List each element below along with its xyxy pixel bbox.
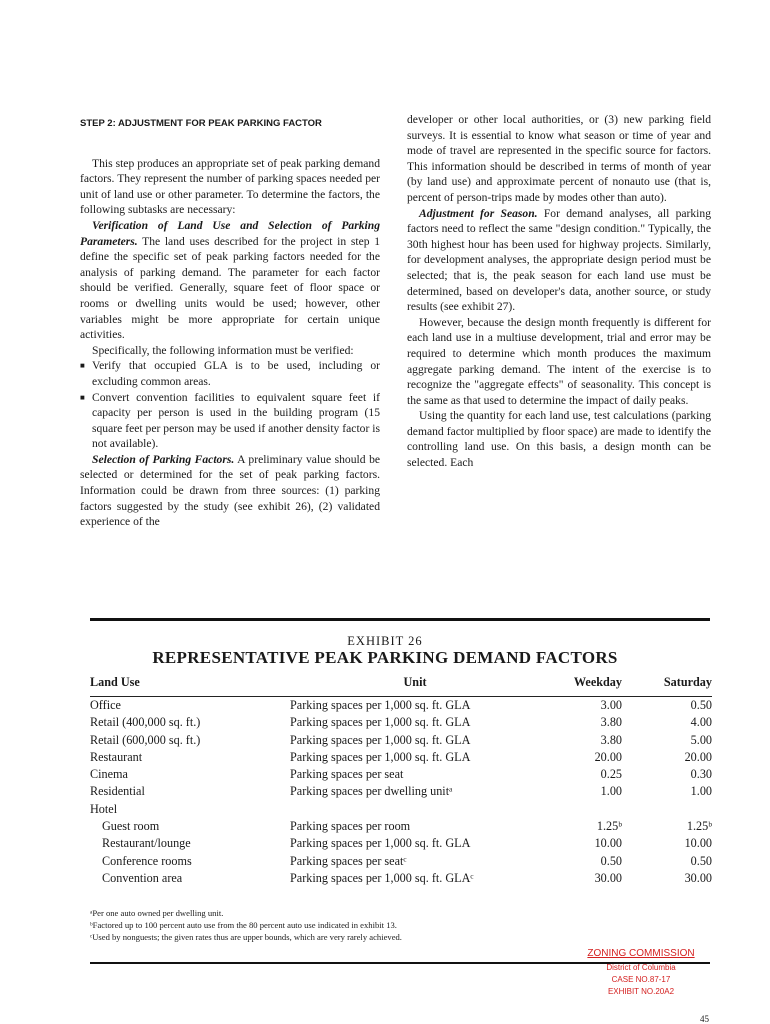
weekday-cell: 3.80 xyxy=(600,715,622,730)
footnote-a: ᵃPer one auto owned per dwelling unit. xyxy=(90,908,224,918)
unit-cell: Parking spaces per 1,000 sq. ft. GLA xyxy=(290,836,471,851)
table-row xyxy=(90,835,712,852)
footnote-c: ᶜUsed by nonguests; the given rates thus are upper bounds, which are very rarely achieved. xyxy=(90,932,402,942)
land-use-cell: Retail (600,000 sq. ft.) xyxy=(90,732,201,747)
table-row xyxy=(90,801,712,818)
table-row xyxy=(90,853,712,870)
land-use-cell: Restaurant/lounge xyxy=(102,836,191,851)
saturday-cell: 20.00 xyxy=(684,749,712,764)
parking-factors-table xyxy=(90,675,712,887)
land-use-cell: Conference rooms xyxy=(102,853,192,868)
header-saturday: Saturday xyxy=(622,675,712,697)
land-use-cell: Guest room xyxy=(102,819,160,834)
unit-cell: Parking spaces per dwelling unitᵃ xyxy=(290,784,453,799)
weekday-cell: 3.00 xyxy=(600,698,622,712)
left-column xyxy=(80,112,380,530)
weekday-cell xyxy=(540,801,622,818)
zoning-stamp-title: ZONING COMMISSION xyxy=(587,948,695,959)
table-header-row xyxy=(90,675,712,697)
paragraph: Specifically, the following information must be verified: xyxy=(92,343,354,357)
table-row xyxy=(90,714,712,731)
run-in-heading: Verification of Land Use and Selection of Parking Parameters. xyxy=(80,218,380,248)
table-row xyxy=(90,766,712,783)
unit-cell: Parking spaces per 1,000 sq. ft. GLA xyxy=(290,732,471,747)
unit-cell: Parking spaces per room xyxy=(290,819,411,834)
land-use-cell: Office xyxy=(90,698,121,712)
zoning-stamp-case: CASE NO.87-17 xyxy=(611,975,671,984)
table-row xyxy=(90,783,712,800)
paragraph xyxy=(407,206,711,315)
paragraph: This step produces an appropriate set of peak parking demand factors. They represent the number of parking spaces needed per unit of land use or other parameter. To determine the factors, the following subtasks are necessary: xyxy=(80,156,380,217)
saturday-cell: 10.00 xyxy=(684,836,712,851)
unit-cell xyxy=(290,801,540,818)
saturday-cell: 1.00 xyxy=(690,784,712,799)
paragraph xyxy=(80,218,380,343)
weekday-cell: 0.25 xyxy=(600,767,622,782)
header-unit: Unit xyxy=(290,675,540,697)
land-use-cell: Retail (400,000 sq. ft.) xyxy=(90,715,201,730)
paragraph: developer or other local authorities, or (3) new parking field surveys. It is essential to know what season or time of year and mode of travel are represented in the specific source for factors. This information should be described in terms of month of year (by land use) and approximate percent of nonauto use (that is, percent of person-trips made by modes other than auto). xyxy=(407,113,711,204)
bullet-item: ■ Convert convention facilities to equivalent square feet if capacity per person is used in the building program (15 square feet per person may be used if another density factor is not available). xyxy=(80,390,380,452)
exhibit-top-rule xyxy=(90,618,710,621)
right-column xyxy=(407,112,711,471)
saturday-cell: 4.00 xyxy=(690,715,712,730)
saturday-cell: 0.50 xyxy=(690,853,712,868)
step-heading: STEP 2: ADJUSTMENT FOR PEAK PARKING FACTOR xyxy=(80,118,322,129)
unit-cell: Parking spaces per seat xyxy=(290,767,404,782)
header-land-use: Land Use xyxy=(90,675,290,697)
weekday-cell: 0.50 xyxy=(600,853,622,868)
zoning-stamp-district: District of Columbia xyxy=(606,963,676,972)
weekday-cell: 1.25ᵇ xyxy=(596,819,622,834)
land-use-cell: Cinema xyxy=(90,767,128,782)
saturday-cell: 0.50 xyxy=(690,698,712,712)
saturday-cell: 0.30 xyxy=(690,767,712,782)
table-row xyxy=(90,870,712,887)
table-row xyxy=(90,697,712,715)
unit-cell: Parking spaces per 1,000 sq. ft. GLA xyxy=(290,715,471,730)
table-row xyxy=(90,818,712,835)
table-row xyxy=(90,749,712,766)
paragraph-body: A preliminary value should be selected or determined for the set of peak parking factors. Information could be drawn from three sources: (1) parking factors suggested by the study (see exhibit 26), (2) validated experience of the xyxy=(80,452,381,529)
exhibit-number: EXHIBIT 26 xyxy=(347,634,423,648)
paragraph: Using the quantity for each land use, test calculations (parking demand factor multiplied by floor space) are made to identify the controlling land use. On this basis, a design month can be selected. Each xyxy=(407,409,711,470)
zoning-stamp-exhibit: EXHIBIT NO.20A2 xyxy=(607,987,675,996)
land-use-cell: Convention area xyxy=(102,870,183,885)
run-in-heading: Adjustment for Season. xyxy=(419,206,538,220)
header-weekday: Weekday xyxy=(540,675,622,697)
paragraph: However, because the design month frequently is different for each land use in a multiuse development, trial and error may be required to determine which month produces the maximum aggregate parking demand. The intent of the exercise is to recognize the "aggregate effects" of seasonality. This concept is the same as that used to determine the impact of daily peaks. xyxy=(407,315,711,407)
unit-cell: Parking spaces per 1,000 sq. ft. GLA xyxy=(290,698,471,712)
weekday-cell: 10.00 xyxy=(594,836,622,851)
land-use-cell: Restaurant xyxy=(90,749,143,764)
unit-cell: Parking spaces per 1,000 sq. ft. GLAᶜ xyxy=(290,870,474,885)
table-row xyxy=(90,732,712,749)
bullet-item: ■ Verify that occupied GLA is to be used, including or excluding common areas. xyxy=(80,358,380,389)
bullet-list xyxy=(80,358,380,452)
exhibit-title: REPRESENTATIVE PEAK PARKING DEMAND FACTORS xyxy=(152,648,618,667)
paragraph xyxy=(80,452,380,530)
saturday-cell: 30.00 xyxy=(684,870,712,885)
weekday-cell: 30.00 xyxy=(594,870,622,885)
footnote-b: ᵇFactored up to 100 percent auto use from the 80 percent auto use indicated in exhibit 13. xyxy=(90,920,397,930)
run-in-heading: Selection of Parking Factors. xyxy=(92,452,235,466)
weekday-cell: 20.00 xyxy=(594,749,622,764)
paragraph-body: For demand analyses, all parking factors need to reflect the same "design condition." Typically, the 30th highest hour has been used for highway projects. Similarly, for development analyses, the appropriate design period must be selected; that is, the peak season for each land use must be determined, based on developer's data, another source, or study results (see exhibit 27). xyxy=(407,206,711,314)
land-use-cell: Residential xyxy=(90,784,145,799)
weekday-cell: 3.80 xyxy=(600,732,622,747)
unit-cell: Parking spaces per 1,000 sq. ft. GLA xyxy=(290,749,471,764)
weekday-cell: 1.00 xyxy=(600,784,622,799)
page-number: 45 xyxy=(700,1014,709,1024)
table-body xyxy=(90,697,712,888)
unit-cell: Parking spaces per seatᶜ xyxy=(290,853,407,868)
land-use-cell: Hotel xyxy=(90,801,118,816)
saturday-cell: 5.00 xyxy=(690,732,712,747)
saturday-cell: 1.25ᵇ xyxy=(686,819,712,834)
saturday-cell xyxy=(622,801,712,818)
paragraph-body: The land uses described for the project in step 1 define the specific set of peak parking factors needed for the analysis of parking demand. The parameter for each factor should be verified. Generally, square feet of floor space or rooms or dwelling units would be used; however, other variables might be more appropriate for certain unique activities. xyxy=(80,234,380,342)
